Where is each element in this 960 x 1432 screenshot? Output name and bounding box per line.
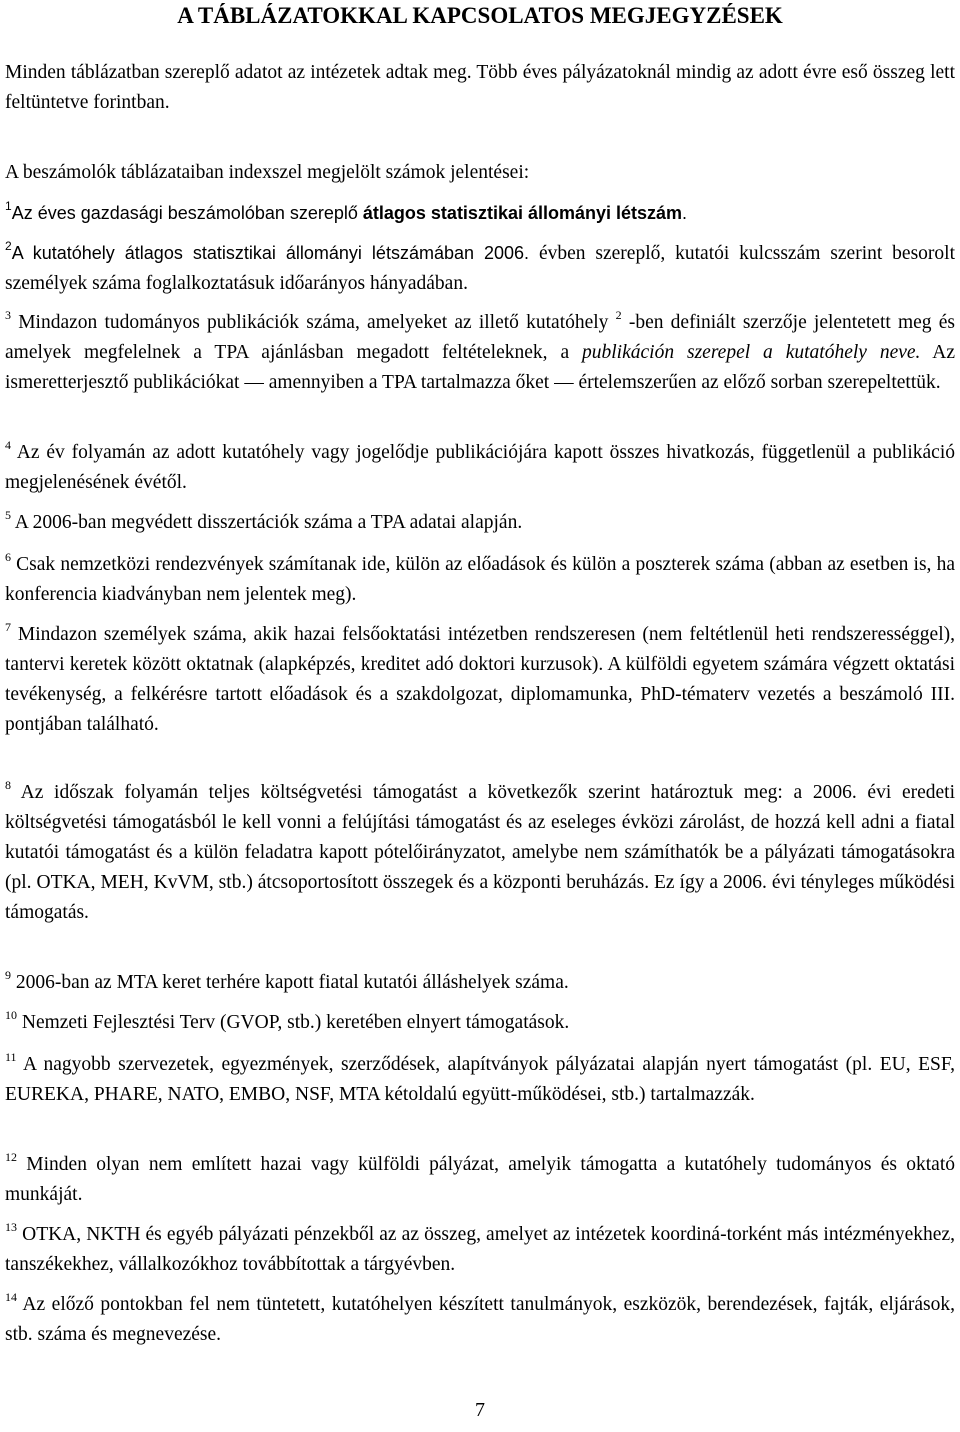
notes-heading: A beszámolók táblázataiban indexszel megjelölt számok jelentései:	[5, 162, 530, 183]
note-text: Mindazon tudományos publikációk száma, amelyeket az illető kutatóhely	[11, 312, 616, 333]
note-marker: 9	[5, 968, 11, 982]
note-6	[5, 550, 955, 610]
note-marker: 14	[5, 1290, 17, 1304]
note-text: Nemzeti Fejlesztési Terv (GVOP, stb.) keretében elnyert támogatások.	[17, 1012, 570, 1033]
note-text: -ben definiált szerzője jelentetett meg és amelyek megfelelnek a TPA ajánlásban megadott feltételeknek, a	[5, 312, 955, 363]
note-marker: 10	[5, 1008, 17, 1022]
note-text: Az éves gazdasági beszámolóban szereplő	[11, 203, 363, 223]
note-9	[5, 968, 955, 998]
note-marker: 11	[5, 1050, 17, 1064]
note-text-italic: publikáción szerepel a kutatóhely neve.	[582, 342, 921, 363]
note-marker: 13	[5, 1220, 17, 1234]
note-text: Csak nemzetközi rendezvények számítanak ide, külön az előadások és külön a poszterek száma (abban az esetben is, ha konferencia kiadványban nem jelentek meg).	[5, 554, 955, 605]
note-reference: 2	[615, 308, 622, 322]
intro-paragraph: Minden táblázatban szereplő adatot az intézetek adtak meg. Több éves pályázatoknál mindig az adott évre eső összeg lett feltüntetve forintban.	[5, 62, 955, 113]
note-text: A kutatóhely átlagos statisztikai állományi létszámában 2006.	[11, 243, 530, 263]
note-marker: 1	[5, 199, 12, 213]
note-marker: 2	[5, 239, 12, 253]
page-number: 7	[475, 1399, 485, 1421]
note-text: Az ismeretterjesztő publikációkat — amennyiben a TPA tartalmazza őket — értelemszerűen az előző sorban szerepeltettük.	[5, 342, 956, 393]
note-11	[5, 1050, 955, 1110]
note-text: 2006-ban az MTA keret terhére kapott fiatal kutatói álláshelyek száma.	[11, 972, 569, 993]
note-10	[5, 1008, 955, 1038]
note-text: Az időszak folyamán teljes költségvetési támogatást a következők szerint határoztuk meg: a 2006. évi eredeti költségvetési támogatásból le kell vonni a felújítási támogatást és az eseleges évközi zárolást, de hozzá kell adni a fiatal kutatói támogatást és a külön feladatra kapott pótelőirányzatot, amelybe nem számíthatók be a pályázati támogatásokra (pl. OTKA, MEH, KvVM, stb.) átcsoportosított összegek és a központi beruházás. Ez így a 2006. évi tényleges működési támogatás.	[5, 782, 955, 923]
note-marker: 3	[5, 308, 11, 322]
note-marker: 5	[5, 508, 11, 522]
note-marker: 12	[5, 1150, 17, 1164]
note-text: Az év folyamán az adott kutatóhely vagy jogelődje publikációjára kapott összes hivatkozás, függetlenül a publikáció megjelenésének évétől.	[5, 442, 955, 493]
note-text: évben szereplő, kutatói kulcsszám szerint besorolt személyek száma foglalkoztatásuk időarányos hányadában.	[5, 243, 955, 294]
note-marker: 4	[5, 438, 11, 452]
note-text: OTKA, NKTH és egyéb pályázati pénzekből az az összeg, amelyet az intézetek koordiná-torként más intézményekhez, tanszékekhez, vállalkozókhoz továbbítottak a tárgyévben.	[5, 1224, 955, 1275]
note-text: A 2006-ban megvédett disszertációk száma a TPA adatai alapján.	[11, 512, 523, 533]
note-4	[5, 438, 955, 498]
note-12	[5, 1150, 955, 1210]
note-5	[5, 508, 955, 538]
note-13	[5, 1220, 955, 1280]
note-text: Mindazon személyek száma, akik hazai felsőoktatási intézetben rendszeresen (nem feltétlenül heti rendszerességgel), tantervi keretek között oktatnak (alapképzés, kreditet adó doktori kurzusok). A külföldi egyetem számára végzett oktatási tevékenység, a felkérésre tartott előadások és a szakdolgozat, diplomamunka, PhD-tématerv vezetés a beszámoló III. pontjában található.	[5, 624, 955, 735]
page-title: A TÁBLÁZATOKKAL KAPCSOLATOS MEGJEGYZÉSEK	[177, 3, 783, 28]
note-text: .	[682, 203, 688, 223]
note-marker: 6	[5, 550, 11, 564]
note-text-bold: átlagos statisztikai állományi létszám	[362, 203, 683, 223]
note-text: Az előző pontokban fel nem tüntetett, kutatóhelyen készített tanulmányok, eszközök, berendezések, fajták, eljárások, stb. száma és megnevezése.	[5, 1294, 955, 1345]
note-8	[5, 778, 955, 928]
note-7	[5, 620, 955, 740]
note-2	[5, 238, 955, 299]
note-text: Minden olyan nem említett hazai vagy külföldi pályázat, amelyik támogatta a kutatóhely tudományos és oktató munkáját.	[5, 1154, 955, 1205]
note-14	[5, 1290, 955, 1350]
note-marker: 7	[5, 620, 11, 634]
note-text: A nagyobb szervezetek, egyezmények, szerződések, alapítványok pályázatai alapján nyert támogatást (pl. EU, ESF, EUREKA, PHARE, NATO, EMBO, NSF, MTA kétoldalú együtt-működései, stb.) tartalmazzák.	[5, 1054, 955, 1105]
note-1	[5, 198, 955, 228]
note-3	[5, 308, 955, 398]
note-marker: 8	[5, 778, 11, 792]
